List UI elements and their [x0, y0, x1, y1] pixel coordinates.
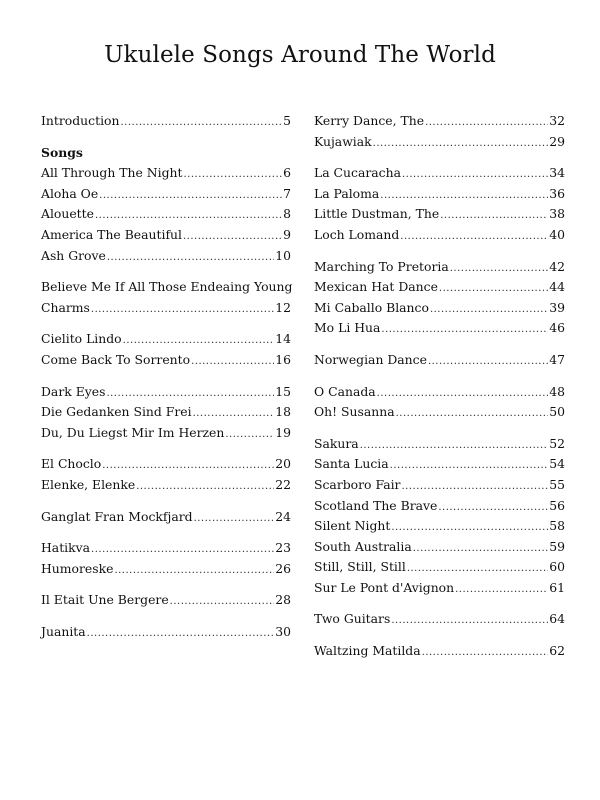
entry-page: 46 [549, 320, 565, 336]
entry-page: 44 [549, 279, 565, 295]
dot-leader [95, 206, 282, 227]
entry-page: 7 [283, 185, 291, 201]
entry-title: Little Dustman, The [314, 206, 440, 222]
entry-page: 60 [549, 559, 565, 575]
entry-title: Cielito Lindo [41, 331, 122, 347]
dot-leader [193, 404, 275, 425]
dot-leader [440, 206, 548, 227]
entry-page: 47 [549, 351, 565, 367]
dot-leader [377, 384, 549, 405]
entry-title: Come Back To Sorrento [41, 351, 191, 367]
section-heading: Songs [41, 144, 83, 160]
toc-entry [41, 277, 291, 318]
toc-entry [41, 507, 291, 528]
entry-title: Sakura [314, 435, 359, 451]
toc-entry [314, 402, 565, 423]
dot-leader [413, 539, 549, 560]
entry-page: 16 [275, 351, 291, 367]
entry-page: 42 [549, 258, 565, 274]
dot-leader [430, 300, 548, 321]
entry-page: 20 [275, 456, 291, 472]
entry-page: 34 [549, 165, 565, 181]
dot-leader [360, 436, 549, 457]
toc-entry [314, 184, 565, 205]
entry-title: Aloha Oe [41, 185, 99, 201]
toc-entry [314, 641, 565, 662]
toc-entry [314, 557, 565, 578]
toc-entry [41, 246, 291, 267]
dot-leader [99, 186, 282, 207]
dot-leader [402, 165, 548, 186]
entry-title: Mi Caballo Blanco [314, 299, 429, 315]
dot-leader [91, 300, 274, 321]
toc-entry [314, 496, 565, 517]
entry-page: 40 [549, 226, 565, 242]
toc-entry [41, 184, 291, 205]
entry-title: Introduction [41, 113, 120, 128]
toc-left-column [41, 111, 291, 642]
entry-page: 58 [549, 518, 565, 534]
dot-leader [450, 259, 548, 280]
toc-entry [314, 277, 565, 298]
dot-leader [407, 559, 548, 580]
entry-page: 10 [275, 247, 291, 263]
entry-page: 8 [283, 206, 291, 222]
entry-title: Elenke, Elenke [41, 476, 136, 492]
dot-leader [225, 425, 274, 446]
entry-page: 19 [275, 424, 291, 440]
entry-page: 38 [549, 206, 565, 222]
entry-title: Juanita [41, 623, 86, 639]
dot-leader [400, 227, 548, 248]
entry-title: South Australia [314, 538, 412, 554]
entry-page: 29 [549, 133, 565, 149]
entry-page: 56 [549, 497, 565, 513]
entry-title: Santa Lucia [314, 456, 389, 472]
dot-leader [425, 113, 548, 134]
entry-title: Loch Lomand [314, 226, 400, 242]
entry-page: 26 [275, 560, 291, 576]
dot-leader [123, 331, 275, 352]
entry-page: 6 [283, 165, 291, 181]
toc-entry [314, 350, 565, 371]
toc-entry [314, 298, 565, 319]
entry-page: 5 [283, 113, 291, 128]
toc-entry [41, 204, 291, 225]
entry-page: 12 [275, 299, 291, 315]
toc-entry [41, 402, 291, 423]
entry-page: 32 [549, 113, 565, 128]
entry-page: 15 [275, 383, 291, 399]
toc-entry [41, 475, 291, 496]
dot-leader [396, 404, 549, 425]
toc-entry [41, 423, 291, 444]
toc-entry [41, 622, 291, 643]
entry-page: 23 [275, 540, 291, 556]
dot-leader [114, 561, 274, 582]
entry-page: 64 [549, 611, 565, 627]
entry-page: 55 [549, 476, 565, 492]
entry-page: 62 [549, 643, 565, 659]
dot-leader [194, 509, 275, 530]
toc-entry [41, 163, 291, 184]
toc-entry [314, 475, 565, 496]
entry-page: 30 [275, 623, 291, 639]
dot-leader [183, 165, 282, 186]
toc-entry [314, 516, 565, 537]
toc-entry [41, 559, 291, 580]
entry-page: 18 [275, 404, 291, 420]
entry-page: 39 [549, 299, 565, 315]
toc-entry [314, 225, 565, 246]
entry-title: Oh! Susanna [314, 404, 395, 420]
entry-title: America The Beautiful [41, 226, 182, 242]
entry-title: Humoreske [41, 560, 114, 576]
entry-title: Du, Du Liegst Mir Im Herzen [41, 424, 225, 440]
toc-entry [314, 318, 565, 339]
entry-page: 36 [549, 185, 565, 201]
dot-leader [439, 279, 548, 300]
entry-title: Silent Night [314, 518, 391, 534]
toc-entry [41, 225, 291, 246]
toc-entry [314, 204, 565, 225]
entry-title: Norwegian Dance [314, 351, 427, 367]
entry-title: Scarboro Fair [314, 476, 401, 492]
toc-entry [314, 382, 565, 403]
toc-entry [314, 537, 565, 558]
toc-entry [41, 590, 291, 611]
dot-leader [391, 518, 548, 539]
dot-leader [391, 611, 548, 632]
entry-page: 22 [275, 476, 291, 492]
toc-entry [41, 111, 291, 132]
toc-right-column [314, 111, 565, 662]
toc-entry [314, 609, 565, 630]
dot-leader [373, 134, 549, 155]
toc-entry [314, 454, 565, 475]
entry-title: Il Etait Une Bergere [41, 592, 169, 608]
entry-title: Mexican Hat Dance [314, 279, 438, 295]
entry-title: Still, Still, Still [314, 559, 406, 575]
toc-entry [314, 163, 565, 184]
dot-leader [170, 592, 275, 613]
entry-title: Ash Grove [41, 247, 106, 263]
dot-leader [381, 320, 548, 341]
entry-title: Waltzing Matilda [314, 643, 421, 659]
entry-title: Die Gedanken Sind Frei [41, 404, 192, 420]
dot-leader [136, 477, 274, 498]
dot-leader [91, 540, 274, 561]
dot-leader [191, 352, 274, 373]
dot-leader [422, 643, 549, 664]
dot-leader [455, 580, 548, 601]
toc-entry [314, 257, 565, 278]
dot-leader [401, 477, 548, 498]
entry-title: Two Guitars [314, 611, 391, 627]
entry-title: La Paloma [314, 185, 380, 201]
entry-title: Marching To Pretoria [314, 258, 449, 274]
entry-page: 59 [549, 538, 565, 554]
entry-title: O Canada [314, 383, 376, 399]
toc-entry [41, 454, 291, 475]
toc-entry [41, 382, 291, 403]
toc-entry [314, 132, 565, 153]
dot-leader [390, 456, 549, 477]
toc-entry [41, 350, 291, 371]
dot-leader [107, 248, 274, 269]
entry-title: Alouette [41, 206, 94, 222]
entry-title: Sur Le Pont d'Avignon [314, 579, 455, 595]
toc-entry [314, 111, 565, 132]
entry-page: 61 [549, 579, 565, 595]
dot-leader [87, 624, 275, 645]
dot-leader [102, 456, 274, 477]
entry-title: Dark Eyes [41, 383, 106, 399]
dot-leader [106, 384, 274, 405]
toc-entry [41, 538, 291, 559]
entry-page: 9 [283, 226, 291, 242]
toc-entry [314, 578, 565, 599]
toc-entry [314, 434, 565, 455]
entry-title: Kujawiak [314, 133, 372, 149]
dot-leader [183, 227, 282, 248]
entry-title: El Choclo [41, 456, 102, 472]
entry-page: 54 [549, 456, 565, 472]
toc-entry [41, 329, 291, 350]
page-title: Ukulele Songs Around The World [104, 42, 496, 68]
dot-leader [380, 186, 548, 207]
entry-title: Scotland The Brave [314, 497, 438, 513]
entry-page: 52 [549, 435, 565, 451]
entry-title-line: Believe Me If All Those Endeaing Young [41, 279, 293, 295]
entry-title: Ganglat Fran Mockfjard [41, 508, 193, 524]
dot-leader [120, 113, 282, 134]
entry-page: 50 [549, 404, 565, 420]
entry-page: 24 [275, 508, 291, 524]
entry-title: Kerry Dance, The [314, 113, 425, 128]
entry-page: 48 [549, 383, 565, 399]
entry-title: Hatikva [41, 540, 91, 556]
entry-title: Charms [41, 299, 90, 315]
dot-leader [428, 352, 548, 373]
entry-title: All Through The Night [41, 165, 183, 181]
entry-title: La Cucaracha [314, 165, 401, 181]
entry-page: 28 [275, 592, 291, 608]
dot-leader [438, 498, 548, 519]
entry-page: 14 [275, 331, 291, 347]
entry-title: Mo Li Hua [314, 320, 381, 336]
